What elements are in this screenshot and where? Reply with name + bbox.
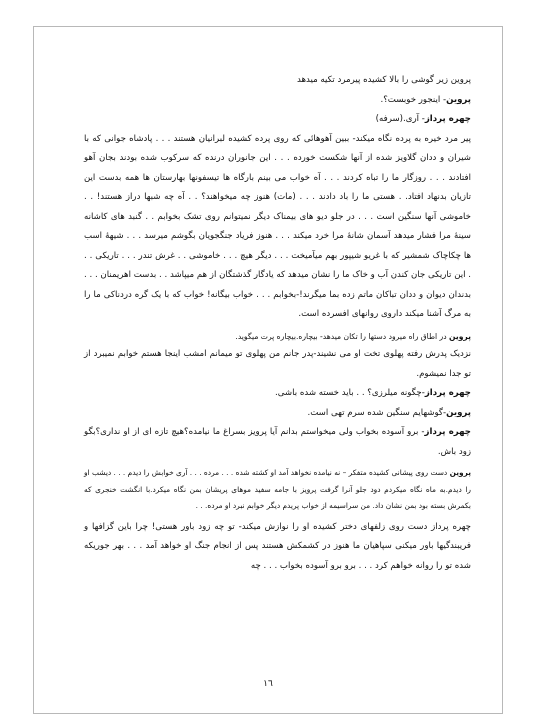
dialogue-text: -چگونه میلرزی؟ . . باید خسته شده باشی. bbox=[275, 388, 425, 398]
dialogue-text: -گوشهایم سنگین شده سرم تهی است. bbox=[307, 407, 447, 418]
speaker-name: پروین bbox=[446, 407, 471, 418]
paragraph: چهره پرداز دست روی زلفهای دختر کشیده او را نوازش میکند- تو چه زود باور هستی! چرا باین گزافها و فریبندگیها باور میکنی سپاهیان ما هنوز در کشمکش هستند پس از انجام جنگ او خواهد آمد . . . بهر جوریکه شده تو را روانه خواهم کرد . . . برو برو آسوده بخواب . . . چه bbox=[84, 521, 471, 571]
paragraph: پروین زیر گوشی را بالا کشیده پیرمرد تکیه میدهد bbox=[296, 75, 471, 85]
speaker-name: پروین bbox=[446, 94, 471, 105]
page-number: ١٦ bbox=[263, 679, 273, 689]
dialogue-line bbox=[84, 404, 471, 424]
dialogue-line bbox=[84, 384, 471, 404]
dialogue-line bbox=[84, 328, 471, 346]
dialogue-text: - اینجور خوبست؟. bbox=[380, 94, 447, 105]
speaker-name: چهره پرداز bbox=[424, 427, 472, 437]
dialogue-line bbox=[84, 465, 471, 515]
dialogue-line bbox=[84, 423, 471, 462]
document-page bbox=[33, 26, 503, 714]
speaker-name: چهره پرداز bbox=[424, 114, 471, 124]
speaker-name: پروین bbox=[449, 331, 471, 341]
paragraph: نزدیک پدرش رفته پهلوی تخت او می نشیند-پدر جانم من پهلوی تو میمانم امشب اینجا هستم خوابم نمیبرد از تو جدا نمیشوم. bbox=[84, 349, 471, 379]
page-body bbox=[84, 71, 471, 576]
dialogue-line bbox=[84, 91, 471, 111]
speaker-name: چهره پرداز bbox=[424, 388, 471, 398]
dialogue-text: - آری.(سرفه) bbox=[375, 114, 425, 124]
speaker-name: پروین bbox=[449, 468, 471, 477]
dialogue-line bbox=[84, 110, 471, 130]
dialogue-text: - برو آسوده بخواب ولی میخواستم بدانم آیا پرویز بسراغ ما نیامده؟هیچ تازه ای از او نداری؟بگو زود باش. bbox=[84, 427, 471, 457]
dialogue-text: دست روی پیشانی کشیده متفکر – نه نیامده نخواهد آمد او کشته شده . . . مرده . . . آری خوابش را دیدم . . . دیشب او را دیدم.به ماه نگاه میکردم دود جلو آنرا گرفت پرویز با جامه سفید موهای پریشان بمن نگاه میکرد.با انگشت خنجری که بکمرش بسته بود بمن نشان داد. من سراسیمه از خواب پریدم دیگر خوابم نبرد او مرده. . . bbox=[84, 468, 471, 510]
paragraph: پیر مرد خیره به پرده نگاه میکند- ببین آهوهائی که روی پرده کشیده لبرانیان هستند . . . پادشاه جوانی که با شیران و ددان گلاویز شده از آنها شکست خورده . . . این جانوران درنده که سرکوب شده بودند بجان آهو افتادند . . . روزگار ما را تباه کردند . . . آه خواب می بینم بارگاه ها تیسفونها بهارستان ها همه بدست این تازیان بدنهاد افتاد. . هستی ما را باد دادند . . . (مات) هنوز چه میخواهند؟ . . آه چه شبها دراز هستند! . . خاموشی آنها سنگین است . . . در جلو دیو های بیمناک دیگر نمیتوانم روی تشک بخوابم . . گنبد های کاشانه سینهٔ مرا فشار میدهد آسمان شانهٔ مرا خرد میکند . . . هنوز فریاد جنگجویان بگوشم میرسد . . . شیههٔ اسب ها چکاچاک شمشیر که با غریو شیپور بهم میآمیخت . . . دیگر هیچ . . . خاموشی . . غرش تندر . . . تاریکی . . . این تاریکی جان کندن آب و خاک ما را نشان میدهد که یادگار گذشتگان از هم میپاشد . . بدست اهریمنان . . . بدندان دیوان و ددان تباکان ماتم زده بما میگرند!-بخوابم . . . خواب بیگانه! خواب که با یک گره دردناکی ما را به مرگ آشنا میکند داروی روانهای افسرده است. bbox=[84, 133, 471, 319]
dialogue-text: در اطاق راه میرود دستها را تکان میدهد- بیچاره.بیچاره پرت میگوید. bbox=[235, 331, 450, 341]
